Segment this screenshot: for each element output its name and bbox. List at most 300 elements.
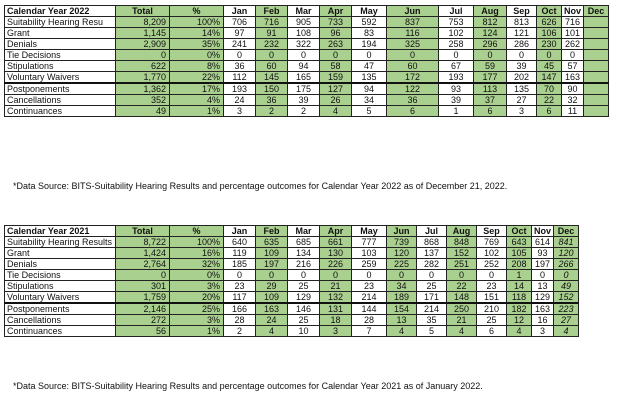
month-cell: 3 [507,106,537,117]
month-cell: 716 [256,17,288,28]
percent-cell: 0% [170,270,224,281]
month-cell: 210 [477,303,507,315]
month-cell: 163 [256,303,288,315]
percent-cell: 16% [170,248,224,259]
table-title: Calendar Year 2022 [5,6,116,17]
total-cell: 0 [116,270,170,281]
month-cell: 101 [562,28,584,39]
month-cell: 258 [439,39,474,50]
column-header: Nov [562,6,584,17]
month-cell: 197 [532,259,554,270]
percent-cell: 8% [170,61,224,72]
percent-cell: 4% [170,95,224,106]
row-label: Suitability Hearing Resu [5,17,116,28]
month-cell: 11 [562,106,584,117]
row-label: Stipulations [5,61,116,72]
month-cell: 118 [507,292,532,304]
total-cell: 301 [116,281,170,292]
total-cell: 2,909 [116,39,170,50]
table-row [5,270,579,281]
month-cell: 49 [554,281,579,292]
table-row [5,326,579,337]
row-label: Postponements [5,303,116,315]
month-cell: 614 [532,237,554,248]
month-cell: 216 [288,259,320,270]
month-cell: 109 [256,248,288,259]
month-cell: 25 [288,315,320,326]
row-label: Voluntary Waivers [5,292,116,304]
month-cell: 144 [352,303,387,315]
month-cell: 36 [256,95,288,106]
month-cell: 25 [288,281,320,292]
column-header: Oct [507,226,532,237]
month-cell: 3 [320,326,352,337]
total-cell: 0 [116,50,170,61]
month-cell: 172 [387,72,439,84]
month-cell: 193 [439,72,474,84]
month-cell: 194 [352,39,387,50]
column-header: Mar [288,226,320,237]
row-label: Grant [5,28,116,39]
total-cell: 1,145 [116,28,170,39]
month-cell: 70 [537,83,562,95]
row-label: Stipulations [5,281,116,292]
table-row [5,259,579,270]
table-row [5,281,579,292]
table-row [5,83,609,95]
month-cell: 182 [507,303,532,315]
table-row [5,106,609,117]
month-cell: 282 [417,259,447,270]
percent-cell: 1% [170,326,224,337]
total-cell: 622 [116,61,170,72]
month-cell: 113 [474,83,507,95]
data-source-note-2022: *Data Source: BITS-Suitability Hearing Results and percentage outcomes for Calendar Year 2022 as of December 21, 2022. [13,181,508,191]
month-cell: 4 [447,326,477,337]
percent-cell: 0% [170,50,224,61]
month-cell: 94 [352,83,387,95]
month-cell: 135 [352,72,387,84]
month-cell: 117 [224,292,256,304]
month-cell: 24 [256,315,288,326]
column-header: Oct [537,6,562,17]
month-cell: 6 [537,106,562,117]
month-cell: 0 [417,270,447,281]
percent-cell: 3% [170,281,224,292]
month-cell: 10 [288,326,320,337]
month-cell [584,61,609,72]
month-cell: 32 [562,95,584,106]
month-cell: 868 [417,237,447,248]
table-calendar-year-2021 [4,225,579,337]
month-cell: 163 [562,72,584,84]
month-cell: 635 [256,237,288,248]
month-cell: 197 [256,259,288,270]
month-cell: 230 [537,39,562,50]
column-header: Dec [584,6,609,17]
column-header: Feb [256,226,288,237]
percent-cell: 20% [170,292,224,304]
total-cell: 8,722 [116,237,170,248]
month-cell: 137 [417,248,447,259]
month-cell: 5 [417,326,447,337]
month-cell: 171 [417,292,447,304]
month-cell: 0 [352,50,387,61]
month-cell: 28 [224,315,256,326]
month-cell: 250 [447,303,477,315]
total-cell: 1,424 [116,248,170,259]
month-cell: 0 [224,270,256,281]
table-row [5,50,609,61]
column-header: Jan [224,6,256,17]
total-cell: 352 [116,95,170,106]
column-header: May [352,6,387,17]
column-header: Aug [447,226,477,237]
month-cell: 0 [288,50,320,61]
month-cell: 90 [562,83,584,95]
month-cell [584,83,609,95]
row-label: Tie Decisions [5,50,116,61]
table-row [5,17,609,28]
month-cell: 739 [387,237,417,248]
month-cell: 37 [474,95,507,106]
month-cell: 286 [507,39,537,50]
month-cell: 0 [447,270,477,281]
month-cell: 0 [387,50,439,61]
month-cell: 23 [224,281,256,292]
month-cell: 0 [537,50,562,61]
table-row [5,95,609,106]
month-cell: 14 [507,281,532,292]
month-cell: 67 [439,61,474,72]
month-cell: 39 [507,61,537,72]
month-cell: 4 [387,326,417,337]
month-cell: 45 [537,61,562,72]
column-header: Jun [387,226,417,237]
month-cell [584,106,609,117]
month-cell: 25 [477,315,507,326]
column-header: Jan [224,226,256,237]
month-cell: 0 [256,50,288,61]
percent-cell: 100% [170,17,224,28]
column-header: % [170,6,224,17]
month-cell: 145 [256,72,288,84]
month-cell: 7 [352,326,387,337]
column-header: Jun [387,6,439,17]
column-header: % [170,226,224,237]
month-cell: 193 [224,83,256,95]
month-cell: 129 [288,292,320,304]
table-row [5,61,609,72]
table-row [5,315,579,326]
column-header: Apr [320,226,352,237]
table-row [5,237,579,248]
month-cell: 905 [288,17,320,28]
table-row [5,292,579,304]
month-cell: 147 [537,72,562,84]
month-cell: 96 [320,28,352,39]
month-cell: 94 [288,61,320,72]
month-cell: 83 [352,28,387,39]
column-header: Jul [417,226,447,237]
month-cell: 841 [554,237,579,248]
month-cell: 39 [439,95,474,106]
month-cell: 241 [224,39,256,50]
month-cell: 102 [439,28,474,39]
percent-cell: 1% [170,106,224,117]
column-header: Mar [288,6,320,17]
month-cell: 0 [320,50,352,61]
month-cell: 22 [447,281,477,292]
row-label: Denials [5,259,116,270]
month-cell: 232 [256,39,288,50]
column-header: Sep [507,6,537,17]
month-cell: 0 [507,50,537,61]
percent-cell: 100% [170,237,224,248]
month-cell: 0 [224,50,256,61]
month-cell: 16 [532,315,554,326]
month-cell: 120 [387,248,417,259]
month-cell: 35 [417,315,447,326]
row-label: Denials [5,39,116,50]
month-cell: 13 [387,315,417,326]
month-cell [584,28,609,39]
month-cell: 93 [532,248,554,259]
table-calendar-year-2022 [4,5,609,117]
month-cell: 185 [224,259,256,270]
month-cell: 21 [447,315,477,326]
month-cell [584,72,609,84]
month-cell: 18 [320,315,352,326]
month-cell: 57 [562,61,584,72]
month-cell: 60 [387,61,439,72]
month-cell: 0 [477,270,507,281]
total-cell: 1,362 [116,83,170,95]
month-cell [584,95,609,106]
month-cell: 154 [387,303,417,315]
month-cell: 106 [537,28,562,39]
month-cell: 135 [507,83,537,95]
month-cell [584,50,609,61]
month-cell: 163 [532,303,554,315]
month-cell: 251 [447,259,477,270]
month-cell: 685 [288,237,320,248]
month-cell: 0 [532,270,554,281]
table-row [5,248,579,259]
month-cell: 116 [387,28,439,39]
month-cell: 39 [288,95,320,106]
month-cell: 24 [224,95,256,106]
month-cell: 733 [320,17,352,28]
month-cell: 1 [507,270,532,281]
column-header: Jul [439,6,474,17]
month-cell: 23 [352,281,387,292]
month-cell: 120 [554,248,579,259]
column-header: Total [116,6,170,17]
table-title: Calendar Year 2021 [5,226,116,237]
row-label: Voluntary Waivers [5,72,116,84]
month-cell: 13 [532,281,554,292]
month-cell: 189 [387,292,417,304]
month-cell: 27 [554,315,579,326]
total-cell: 1,770 [116,72,170,84]
month-cell: 129 [532,292,554,304]
percent-cell: 25% [170,303,224,315]
total-cell: 2,146 [116,303,170,315]
month-cell: 119 [224,248,256,259]
month-cell: 777 [352,237,387,248]
month-cell: 134 [288,248,320,259]
month-cell: 5 [352,106,387,117]
month-cell: 592 [352,17,387,28]
percent-cell: 17% [170,83,224,95]
table-row [5,28,609,39]
column-header: Feb [256,6,288,17]
month-cell: 12 [507,315,532,326]
data-source-note-2021: *Data Source: BITS-Suitability Hearing Results and percentage outcomes for Calendar Year 2021 as of January 2022. [13,381,483,391]
month-cell: 252 [477,259,507,270]
month-cell: 122 [387,83,439,95]
total-cell: 49 [116,106,170,117]
month-cell: 25 [417,281,447,292]
month-cell: 148 [447,292,477,304]
month-cell: 60 [256,61,288,72]
month-cell: 166 [224,303,256,315]
month-cell: 91 [256,28,288,39]
month-cell: 150 [256,83,288,95]
month-cell: 124 [474,28,507,39]
month-cell: 23 [477,281,507,292]
table-row [5,303,579,315]
month-cell: 159 [320,72,352,84]
month-cell: 6 [387,106,439,117]
total-cell: 272 [116,315,170,326]
total-cell: 56 [116,326,170,337]
month-cell: 2 [256,106,288,117]
month-cell: 0 [554,270,579,281]
month-cell: 0 [562,50,584,61]
month-cell: 661 [320,237,352,248]
month-cell: 105 [507,248,532,259]
month-cell: 103 [352,248,387,259]
column-header: Apr [320,6,352,17]
month-cell: 259 [352,259,387,270]
month-cell: 131 [320,303,352,315]
month-cell [584,39,609,50]
month-cell: 36 [224,61,256,72]
month-cell: 93 [439,83,474,95]
month-cell [584,17,609,28]
month-cell: 175 [288,83,320,95]
month-cell: 4 [554,326,579,337]
month-cell: 26 [320,95,352,106]
month-cell: 325 [387,39,439,50]
month-cell: 3 [532,326,554,337]
row-label: Grant [5,248,116,259]
column-header: Sep [477,226,507,237]
month-cell: 27 [507,95,537,106]
month-cell: 127 [320,83,352,95]
month-cell: 102 [477,248,507,259]
month-cell: 214 [352,292,387,304]
month-cell: 226 [320,259,352,270]
month-cell: 640 [224,237,256,248]
month-cell: 706 [224,17,256,28]
month-cell: 1 [439,106,474,117]
month-cell: 837 [387,17,439,28]
month-cell: 0 [320,270,352,281]
month-cell: 753 [439,17,474,28]
row-label: Continuances [5,106,116,117]
row-label: Tie Decisions [5,270,116,281]
month-cell: 165 [288,72,320,84]
month-cell: 208 [507,259,532,270]
month-cell: 6 [474,106,507,117]
total-cell: 8,209 [116,17,170,28]
month-cell: 3 [224,106,256,117]
column-header: Total [116,226,170,237]
row-label: Cancellations [5,315,116,326]
month-cell: 0 [474,50,507,61]
total-cell: 2,764 [116,259,170,270]
table-row [5,39,609,50]
percent-cell: 3% [170,315,224,326]
month-cell: 626 [537,17,562,28]
month-cell: 2 [288,106,320,117]
month-cell: 223 [554,303,579,315]
row-label: Continuances [5,326,116,337]
month-cell: 0 [352,270,387,281]
column-header: May [352,226,387,237]
month-cell: 812 [474,17,507,28]
month-cell: 769 [477,237,507,248]
table-row [5,72,609,84]
month-cell: 28 [352,315,387,326]
month-cell: 121 [507,28,537,39]
month-cell: 214 [417,303,447,315]
month-cell: 22 [537,95,562,106]
month-cell: 58 [320,61,352,72]
month-cell: 29 [256,281,288,292]
month-cell: 263 [320,39,352,50]
month-cell: 2 [224,326,256,337]
percent-cell: 22% [170,72,224,84]
row-label: Postponements [5,83,116,95]
month-cell: 34 [387,281,417,292]
month-cell: 109 [256,292,288,304]
column-header: Nov [532,226,554,237]
month-cell: 716 [562,17,584,28]
month-cell: 47 [352,61,387,72]
month-cell: 146 [288,303,320,315]
month-cell: 4 [256,326,288,337]
month-cell: 0 [387,270,417,281]
month-cell: 97 [224,28,256,39]
month-cell: 322 [288,39,320,50]
month-cell: 132 [320,292,352,304]
column-header: Dec [554,226,579,237]
percent-cell: 35% [170,39,224,50]
month-cell: 177 [474,72,507,84]
month-cell: 59 [474,61,507,72]
percent-cell: 32% [170,259,224,270]
month-cell: 152 [447,248,477,259]
header-row [5,226,579,237]
month-cell: 21 [320,281,352,292]
month-cell: 0 [256,270,288,281]
month-cell: 0 [439,50,474,61]
month-cell: 262 [562,39,584,50]
